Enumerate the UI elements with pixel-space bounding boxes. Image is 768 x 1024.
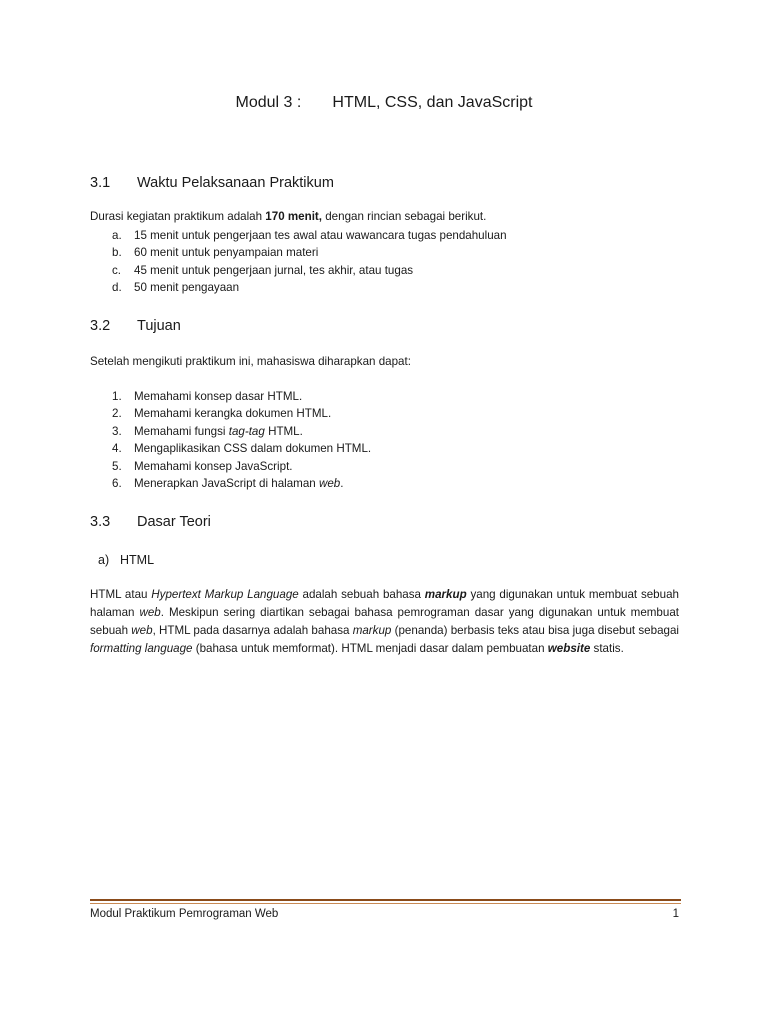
list-marker: 5.	[112, 459, 122, 473]
list-text: Menerapkan JavaScript di halaman	[134, 476, 319, 490]
intro-bold: 170 menit,	[265, 210, 323, 223]
list-text: Memahami konsep dasar HTML.	[134, 390, 303, 403]
duration-intro	[90, 210, 680, 223]
paragraph-run: web	[131, 624, 153, 637]
paragraph-run: statis.	[590, 642, 624, 655]
list-text: Memahami kerangka dokumen HTML.	[134, 407, 332, 421]
paragraph-run: Hypertext Markup Language	[151, 588, 299, 601]
list-item	[112, 279, 507, 296]
paragraph-run: formatting language	[90, 642, 193, 655]
list-text: Mengaplikasikan CSS dalam dokumen HTML.	[134, 442, 372, 456]
subsection-html	[98, 553, 154, 567]
list-item	[112, 388, 371, 405]
list-item	[112, 227, 507, 244]
list-text-italic: web	[318, 476, 341, 490]
section-number: 3.3	[90, 514, 111, 530]
html-theory-paragraph	[90, 586, 679, 658]
list-item	[112, 440, 371, 457]
list-text-end: .	[340, 476, 344, 490]
section-number: 3.2	[90, 318, 111, 334]
intro-text: Durasi kegiatan praktikum adalah	[90, 210, 266, 223]
paragraph-run: yang digunakan untuk membuat sebuah halaman	[90, 588, 679, 619]
paragraph-run: markup	[352, 624, 392, 637]
paragraph-run: . Meskipun sering diartikan sebagai bahasa pemrograman dasar yang digunakan untuk membuat sebuah	[90, 606, 679, 637]
list-text: 15 menit untuk pengerjaan tes awal atau wawancara tugas pendahuluan	[134, 229, 507, 242]
footer-rule-thick	[90, 899, 681, 901]
page-footer	[90, 908, 681, 920]
list-marker: 4.	[112, 442, 122, 456]
footer-title: Modul Praktikum Pemrograman Web	[90, 908, 279, 920]
footer-rule	[90, 899, 681, 904]
list-marker: 6.	[112, 476, 122, 490]
list-marker: a.	[112, 229, 122, 242]
section-heading-3-2	[90, 318, 181, 334]
section-title: Dasar Teori	[137, 514, 211, 530]
list-text: Memahami konsep JavaScript.	[134, 459, 293, 473]
paragraph-run: adalah sebuah bahasa	[298, 588, 425, 601]
footer-rule-thin	[90, 903, 681, 904]
list-text-italic: tag-tag	[228, 424, 265, 438]
list-marker: 2.	[112, 407, 122, 421]
list-marker: c.	[112, 263, 122, 277]
list-item	[112, 475, 371, 492]
duration-list	[112, 227, 507, 297]
list-item	[112, 244, 507, 261]
list-text: 50 menit pengayaan	[134, 281, 240, 295]
list-item	[112, 405, 371, 422]
module-title: Modul 3 : HTML, CSS, dan JavaScript	[235, 94, 533, 111]
intro-text-end: dengan rincian sebagai berikut.	[322, 210, 487, 223]
section-heading-3-1	[90, 175, 334, 191]
section-title: Waktu Pelaksanaan Praktikum	[137, 175, 334, 191]
list-text-end: HTML.	[264, 424, 303, 438]
paragraph-run: web	[139, 606, 161, 619]
list-text: 60 menit untuk penyampaian materi	[134, 246, 319, 260]
paragraph-run: markup	[424, 588, 467, 601]
list-marker: 3.	[112, 424, 122, 438]
list-marker: d.	[112, 281, 122, 295]
list-text: Memahami fungsi	[134, 424, 229, 438]
list-item	[112, 423, 371, 440]
list-item	[112, 262, 507, 279]
section-number: 3.1	[90, 175, 111, 191]
subsection-marker: a)	[98, 553, 110, 567]
paragraph-run: , HTML pada dasarnya adalah bahasa	[152, 624, 353, 637]
list-marker: 1.	[112, 390, 122, 403]
paragraph-run: website	[547, 642, 591, 655]
subsection-label: HTML	[120, 553, 155, 567]
list-item	[112, 458, 371, 475]
paragraph-run: (bahasa untuk memformat). HTML menjadi dasar dalam pembuatan	[192, 642, 548, 655]
objectives-intro: Setelah mengikuti praktikum ini, mahasiswa diharapkan dapat:	[90, 355, 411, 368]
paragraph-run: HTML atau	[90, 588, 152, 601]
section-heading-3-3	[90, 514, 211, 530]
list-text: 45 menit untuk pengerjaan jurnal, tes akhir, atau tugas	[134, 263, 414, 277]
section-title: Tujuan	[137, 318, 181, 334]
paragraph-run: (penanda) berbasis teks atau bisa juga disebut sebagai	[391, 624, 679, 637]
objectives-list	[112, 388, 371, 492]
list-marker: b.	[112, 246, 122, 260]
page-number: 1	[672, 908, 679, 920]
